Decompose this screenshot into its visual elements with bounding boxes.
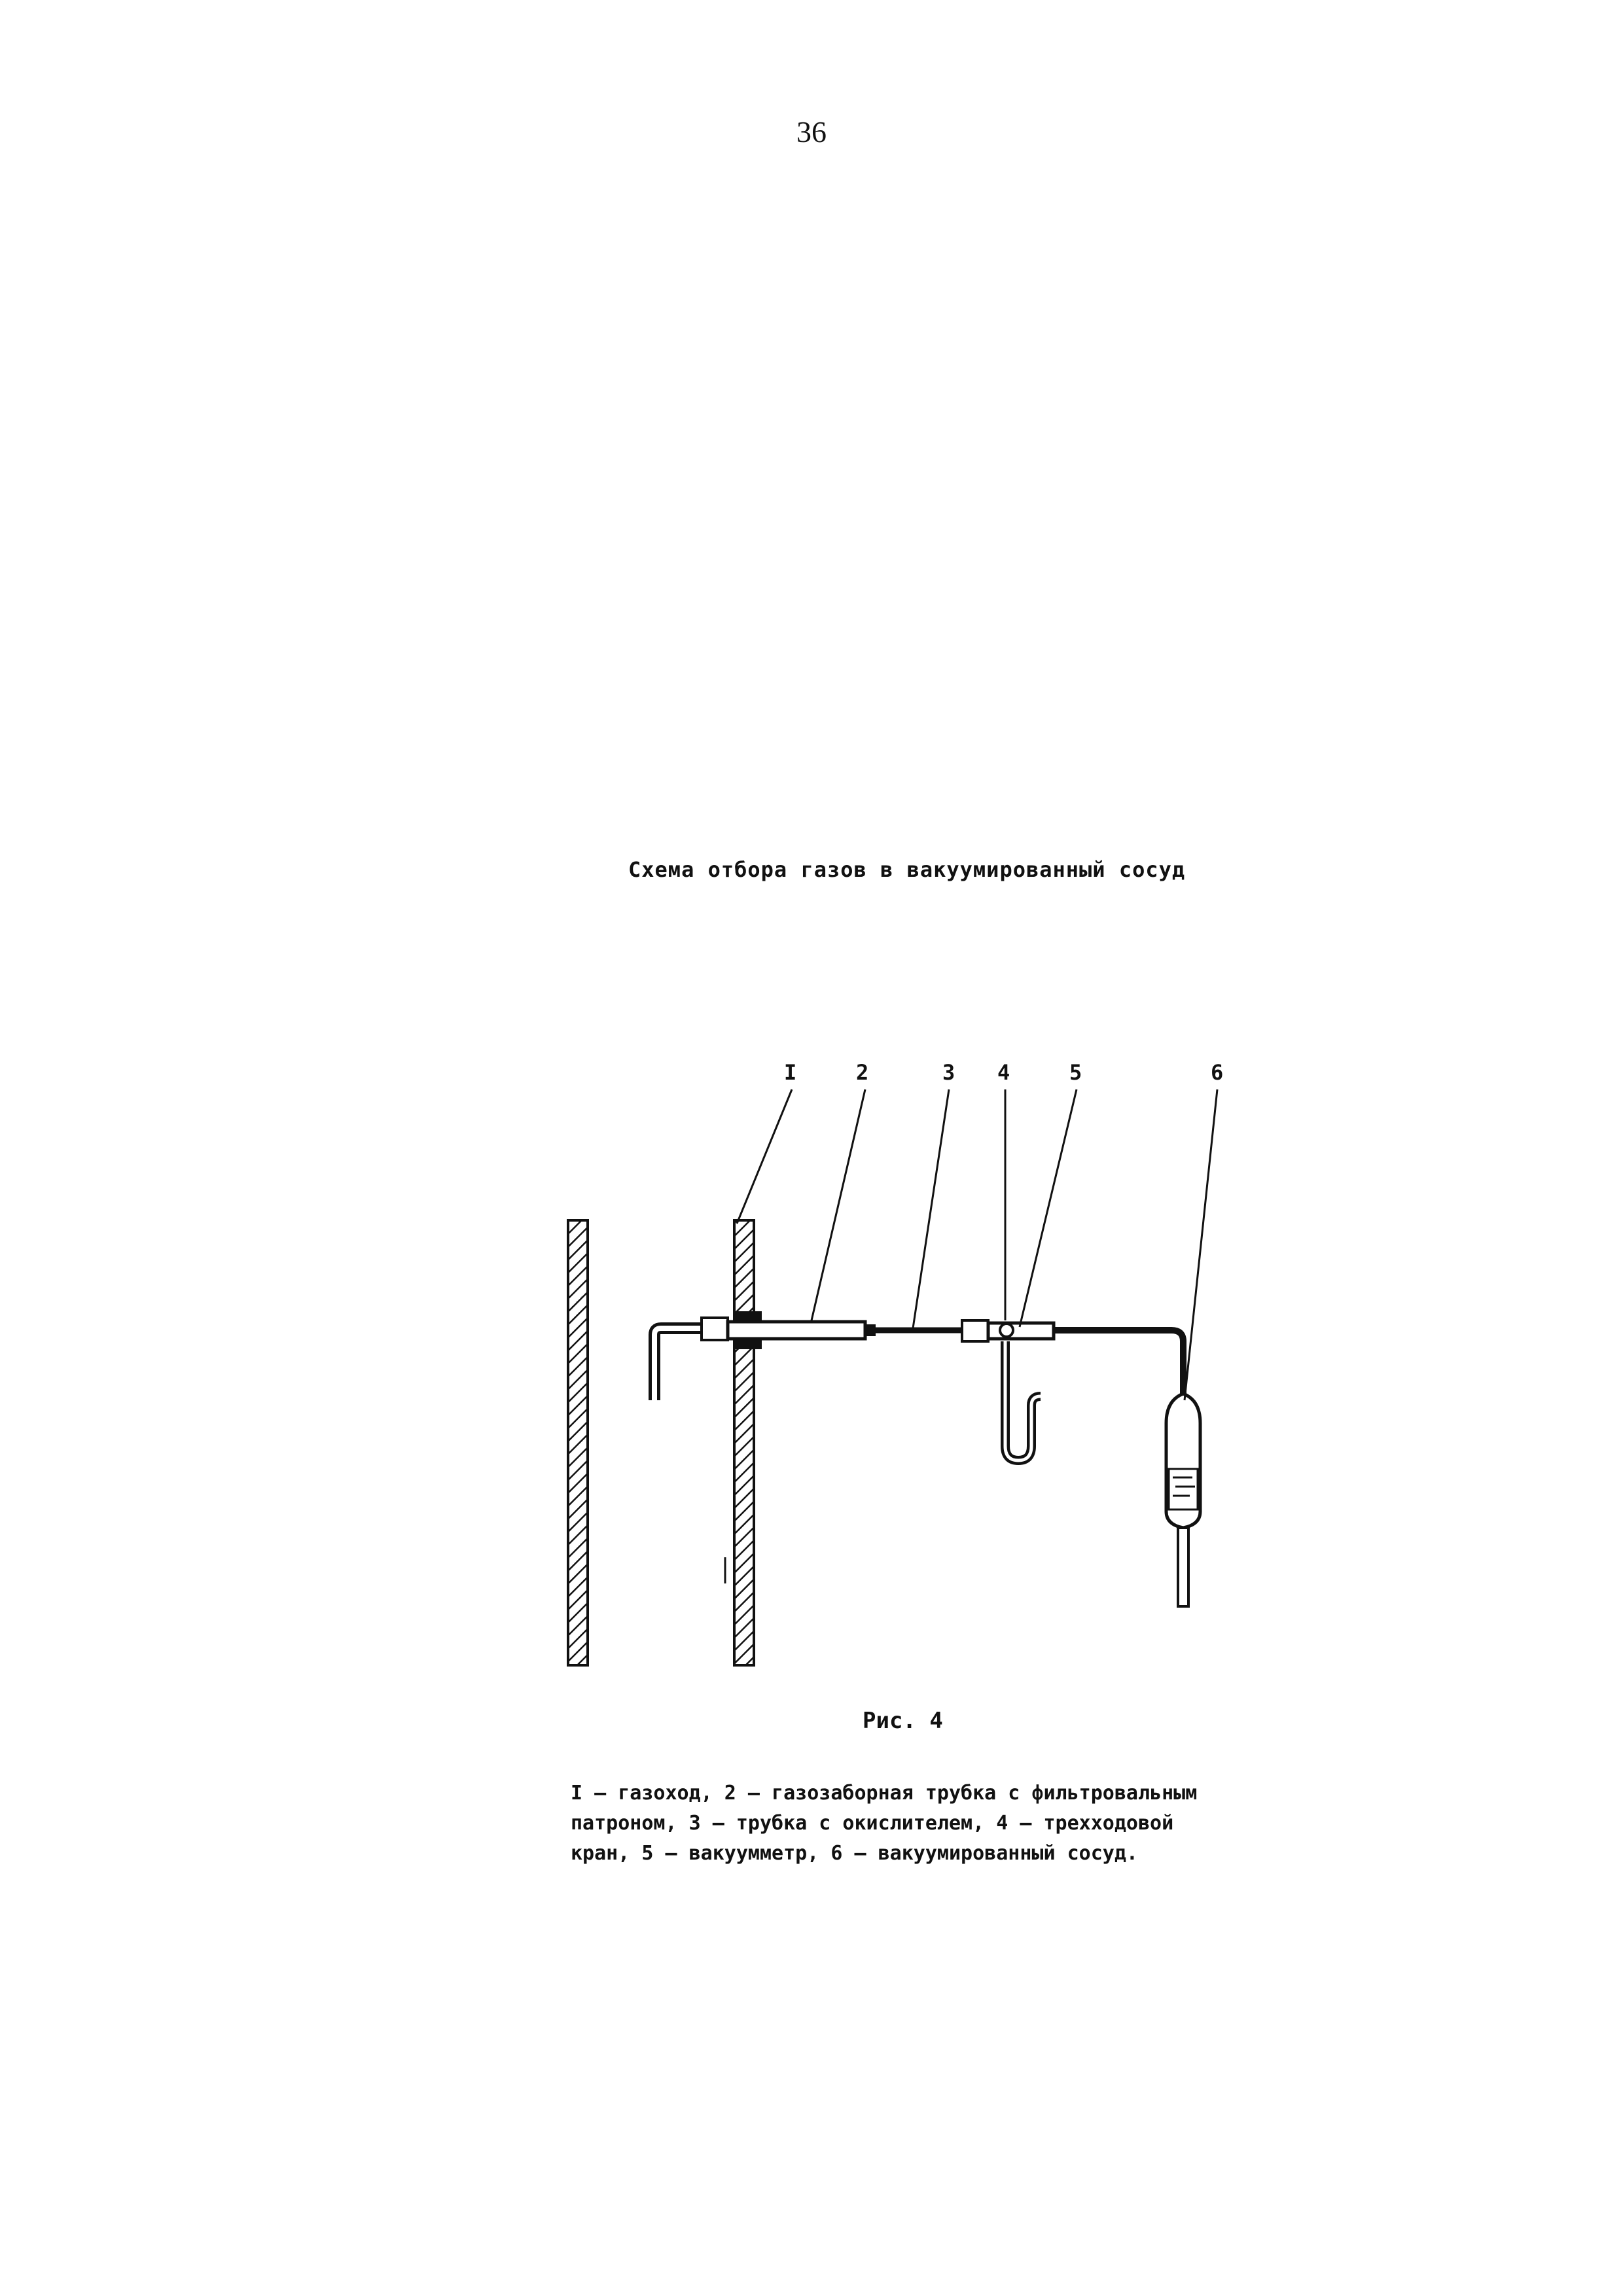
probe-coupling: [702, 1318, 728, 1340]
gas-sampling-tube: [654, 1311, 876, 1400]
vacuum-gauge: [1005, 1341, 1041, 1460]
cartridge-end: [865, 1324, 876, 1336]
legend-line: кран, 5 – вакуумметр, 6 – вакуумированный сосуд.: [571, 1842, 1138, 1865]
callout-2: 2: [856, 1060, 869, 1085]
figure-legend: [571, 1778, 1264, 1869]
duct-left-wall: [568, 1220, 588, 1665]
filter-cartridge: [728, 1322, 865, 1339]
leader-lines: [737, 1089, 1217, 1400]
three-way-valve: [962, 1320, 1054, 1341]
callout-5: 5: [1069, 1060, 1082, 1085]
figure-title: Схема отбора газов в вакуумированный сосуд: [628, 857, 1186, 882]
legend-line: патроном, 3 – трубка с окислителем, 4 – трехходовой: [571, 1812, 1174, 1835]
callout-6: 6: [1211, 1060, 1224, 1085]
vessel-liquid: [1169, 1469, 1198, 1510]
evacuated-vessel: [1166, 1394, 1200, 1606]
connecting-hose: [1054, 1330, 1183, 1394]
vessel-stem: [1178, 1528, 1188, 1606]
duct-right-wall: [734, 1220, 754, 1665]
gas-duct: [568, 1220, 754, 1665]
figure-caption: Рис. 4: [863, 1708, 943, 1734]
page-number: 36: [796, 115, 827, 149]
valve-handle: [1000, 1324, 1013, 1337]
callout-3: 3: [942, 1060, 955, 1085]
legend-line: I – газоход, 2 – газозаборная трубка с фильтровальным: [571, 1782, 1198, 1805]
callout-4: 4: [997, 1060, 1010, 1085]
probe-bend: [654, 1328, 707, 1400]
callout-1: I: [784, 1060, 797, 1085]
